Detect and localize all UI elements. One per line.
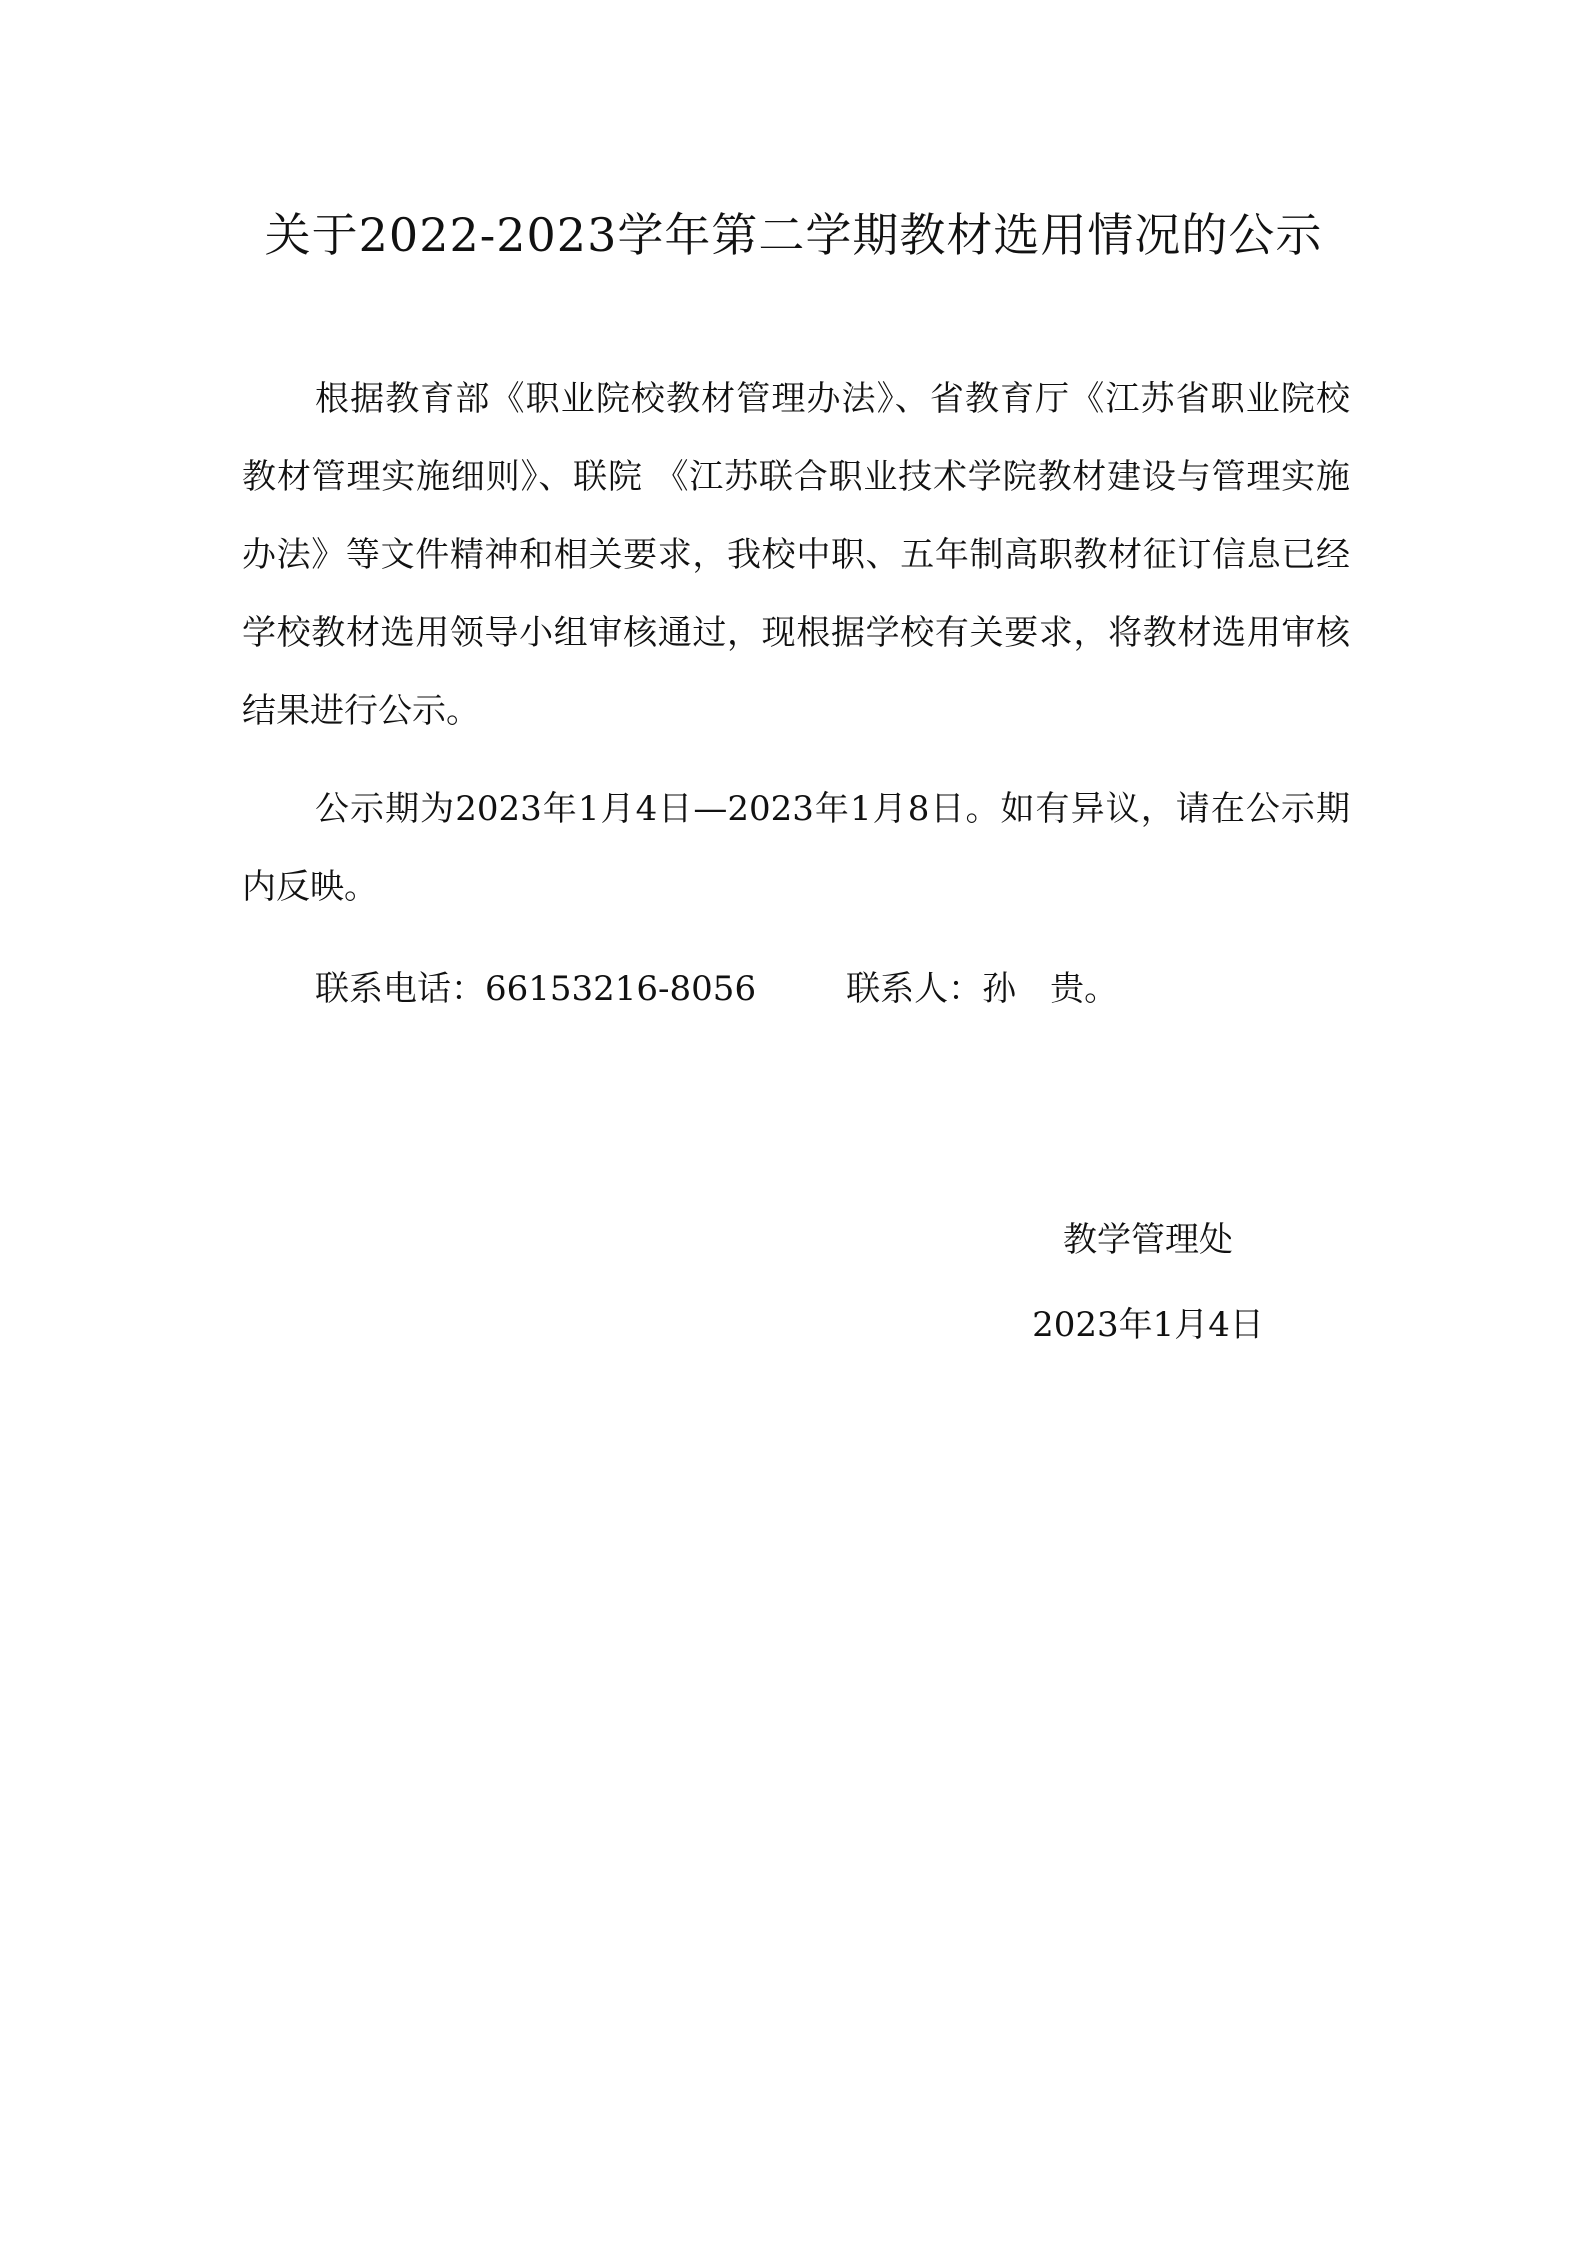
contact-line — [242, 950, 1350, 1028]
page-title: 关于2022-2023学年第二学期教材选用情况的公示 — [264, 208, 1323, 262]
contact-person: 联系人：孙 贵。 — [846, 969, 1119, 1009]
body-paragraph-2: 公示期为2023年1月4日—2023年1月8日。如有异议，请在公示期内反映。 — [242, 789, 1350, 907]
signature-department: 教学管理处 — [1063, 1220, 1233, 1260]
signature-date: 2023年1月4日 — [1032, 1305, 1264, 1345]
contact-phone: 联系电话：66153216-8056 — [315, 969, 757, 1009]
body-paragraph-1: 根据教育部《职业院校教材管理办法》、省教育厅《江苏省职业院校教材管理实施细则》、联院 《江苏联合职业技术学院教材建设与管理实施办法》等文件精神和相关要求，我校中职、五年制高职教材征订信息已经学校教材选用领导小组审核通过，现根据学校有关要求，将教材选用审核结果进行公示。 — [242, 379, 1350, 731]
